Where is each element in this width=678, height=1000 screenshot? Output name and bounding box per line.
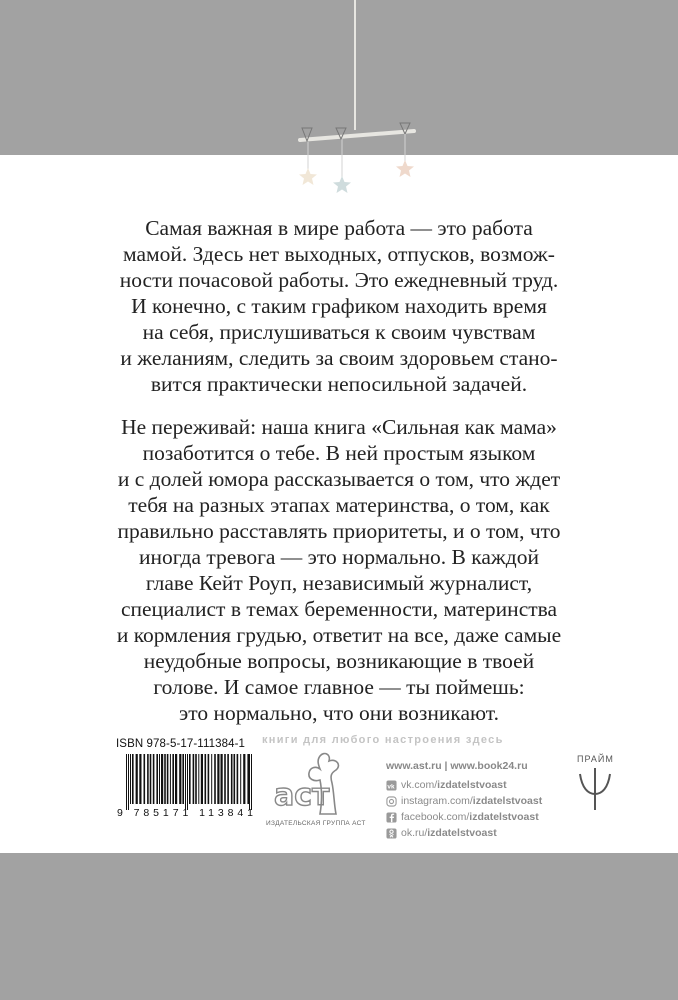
- barcode-guard-bar: [187, 754, 188, 810]
- instagram-icon: [386, 796, 397, 807]
- barcode-bar: [170, 754, 171, 804]
- instagram-prefix: instagram.com/: [401, 795, 473, 807]
- barcode-bar: [147, 754, 149, 804]
- blurb-line: и кормления грудью, ответит на все, даже самые: [116, 623, 562, 647]
- facebook-icon: [386, 812, 397, 823]
- blurb-line: правильно расставлять приоритеты, и о том, что: [117, 519, 561, 543]
- blurb-line: мамой. Здесь нет выходных, отпусков, возмож-: [123, 242, 555, 266]
- blurb-line: главе Кейт Роуп, независимый журналист,: [145, 571, 533, 595]
- blurb-line: специалист в темах беременности, материнства: [120, 597, 558, 621]
- barcode-bar: [130, 754, 131, 804]
- barcode-bar: [237, 754, 239, 804]
- ok-link[interactable]: [386, 825, 542, 841]
- barcode-bar: [211, 754, 212, 804]
- barcode-guard-bar: [251, 754, 252, 810]
- mobile-toy-icon: [0, 0, 678, 220]
- website-link[interactable]: www.ast.ru | www.book24.ru: [386, 760, 528, 772]
- barcode-bar: [243, 754, 245, 804]
- facebook-link[interactable]: [386, 809, 542, 825]
- barcode-bar: [224, 754, 226, 804]
- ok-icon: [386, 828, 397, 839]
- barcode-bar: [231, 754, 233, 804]
- barcode-bar: [214, 754, 216, 804]
- barcode-bar: [150, 754, 152, 804]
- barcode-bar: [164, 754, 166, 804]
- blurb-line: вится практически непосильной задачей.: [150, 372, 528, 396]
- blurb-paragraph-1: [108, 215, 570, 397]
- barcode-guard-bar: [185, 754, 186, 810]
- imprint-label: ПРАЙМ: [577, 754, 614, 764]
- barcode-bar: [132, 754, 134, 804]
- barcode-bar: [193, 754, 195, 804]
- vk-link[interactable]: [386, 777, 542, 793]
- barcode-bar: [195, 754, 197, 804]
- blurb-line: тебя на разных этапах материнства, о том, как: [128, 493, 550, 517]
- barcode-bar: [139, 754, 141, 804]
- isbn-block: [116, 738, 254, 818]
- barcode-bar: [153, 754, 155, 804]
- barcode-bar: [217, 754, 219, 804]
- blurb-line: на себя, прислушиваться к своим чувствам: [142, 320, 536, 344]
- barcode-bar: [182, 754, 184, 804]
- facebook-handle: izdatelstvoast: [469, 811, 539, 823]
- barcode-bar: [179, 754, 181, 804]
- barcode-bar: [205, 754, 207, 804]
- prime-logo-icon: [574, 754, 634, 814]
- instagram-handle: izdatelstvoast: [472, 795, 543, 807]
- blurb-line: иногда тревога — это нормально. В каждой: [139, 545, 539, 569]
- ok-handle: izdatelstvoast: [427, 827, 497, 839]
- barcode-bar: [156, 754, 158, 804]
- barcode-digits: 9 785171 113841: [117, 807, 253, 818]
- vk-icon: [386, 780, 397, 791]
- blurb-line: И конечно, с таким графиком находить время: [131, 294, 547, 318]
- facebook-prefix: facebook.com/: [401, 811, 470, 823]
- barcode-bar: [136, 754, 138, 804]
- barcode-bar: [198, 754, 199, 804]
- blurb-line: неудобные вопросы, возникающие в твоей: [143, 649, 535, 673]
- vk-handle: izdatelstvoast: [437, 779, 507, 791]
- barcode-bar: [159, 754, 160, 804]
- barcode-bar: [208, 754, 210, 804]
- blurb-line: голове. И самое главное — ты поймешь:: [153, 675, 525, 699]
- svg-text:vk: vk: [387, 782, 395, 790]
- barcode-bar: [189, 754, 191, 804]
- barcode-bar: [167, 754, 169, 804]
- ast-logo-text: аст: [274, 778, 330, 813]
- barcode-bar: [234, 754, 236, 804]
- barcode-bar: [175, 754, 177, 804]
- blurb-paragraph-2: [108, 414, 570, 726]
- bottom-grey-band: [0, 853, 678, 1000]
- blurb-line: ности почасовой работы. Это ежедневный труд.: [119, 268, 559, 292]
- blurb-line: Не переживай: наша книга «Сильная как мама»: [121, 415, 557, 439]
- social-links: [386, 760, 542, 841]
- isbn-label: ISBN 978-5-17-111384-1: [116, 738, 245, 750]
- barcode-bar: [240, 754, 241, 804]
- blurb-line: позаботится о тебе. В ней простым языком: [142, 441, 536, 465]
- tagline: книги для любого настроения здесь: [262, 734, 504, 746]
- barcode-bar: [247, 754, 249, 804]
- barcode-bar: [161, 754, 163, 804]
- instagram-link[interactable]: [386, 793, 542, 809]
- barcode-bar: [227, 754, 229, 804]
- barcode-bar: [221, 754, 223, 804]
- barcode-bar: [201, 754, 203, 804]
- blurb-line: и желаниям, следить за своим здоровьем стано-: [120, 346, 558, 370]
- ok-prefix: ok.ru/: [401, 827, 428, 839]
- ast-logo-icon: [268, 752, 368, 822]
- vk-prefix: vk.com/: [401, 779, 438, 791]
- blurb-line: и с долей юмора рассказывается о том, что ждет: [117, 467, 561, 491]
- barcode: [116, 754, 254, 818]
- barcode-bar: [172, 754, 174, 804]
- barcode-guard-bar: [126, 754, 127, 810]
- blurb-line: Самая важная в мире работа — это работа: [145, 216, 533, 240]
- barcode-bar: [144, 754, 146, 804]
- barcode-guard-bar: [128, 754, 129, 810]
- publisher-caption: ИЗДАТЕЛЬСКАЯ ГРУППА АСТ: [266, 820, 366, 827]
- barcode-guard-bar: [249, 754, 250, 810]
- blurb-line: это нормально, что они возникают.: [179, 701, 499, 725]
